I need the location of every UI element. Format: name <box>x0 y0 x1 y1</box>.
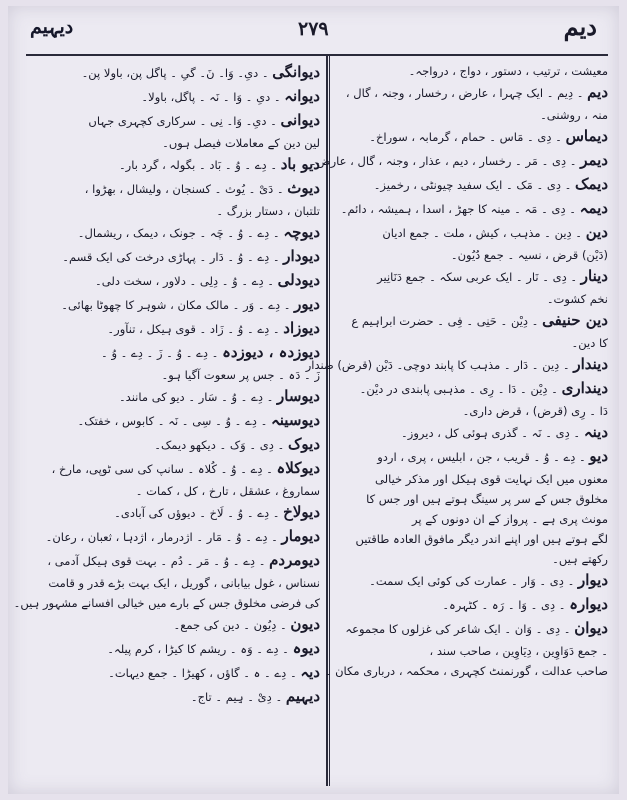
left-guide-word: دیہیم <box>30 16 74 38</box>
entry-line <box>28 244 320 268</box>
entry-line <box>336 80 608 104</box>
entry-line <box>28 220 320 244</box>
definition: مخلوق جس کے سر پر سینگ ہوتے ہیں اور جس کا <box>366 492 608 506</box>
entry-line <box>28 108 320 132</box>
definition: ۔ دِے ۔ وُ ۔ دَار ۔ پہاڑی درخت کی ایک قسم۔ <box>62 250 280 264</box>
definition: کی فرضی مخلوق جس کے بارے میں خیالی افسانے مشہور ہیں۔ <box>13 596 320 610</box>
headword: دیوک <box>287 435 320 453</box>
entry-line <box>28 292 320 316</box>
entry-line <box>28 176 320 200</box>
headword: دیوسار <box>277 387 320 405</box>
left-column <box>13 60 320 708</box>
entry-line <box>336 220 608 244</box>
headword: دیہیم <box>285 687 320 705</box>
headword: دیور <box>294 295 320 313</box>
entry-line <box>28 84 320 108</box>
headword: دیوچہ <box>283 223 320 241</box>
definition: ۔ دیِ۔ وَا۔ نَ۔ گیِ ۔ پاگل پن، باولا پن۔ <box>81 66 269 80</box>
definition: ۔ دِے ۔ وُ ۔ زَاد ۔ قوی ہیکل ، تنآور۔ <box>107 322 280 336</box>
entry-line <box>336 60 608 80</box>
entry-line <box>28 152 320 176</box>
headword: دیوزاد <box>283 319 320 337</box>
definition: ۔ دِے ۔ وُ ۔ دِلِی ۔ دلاور ، سخت دلی۔ <box>95 274 274 288</box>
definition: ۔ دِیْ ۔ ہِیم ۔ تاج۔ <box>190 690 283 704</box>
page-header <box>8 6 619 54</box>
entry-line <box>28 500 320 524</box>
definition: ۔ دِے ۔ وُ ۔ قریب ، جن ، ابلیس ، پری ، اردو <box>377 450 586 464</box>
headword: دیوزدہ ، دیوزدہ <box>222 343 320 361</box>
definition: رکھتے ہیں۔ <box>552 552 608 566</box>
definition: کا دین۔ <box>571 336 608 350</box>
definition: ۔ دِی ۔ نَار ۔ ایک عربی سکہ ۔ جمع دَنَانِیر <box>377 270 578 284</box>
entry-line <box>28 340 320 364</box>
definition: ۔ دِے ۔ وُ ۔ سَار ۔ دیو کی مانند۔ <box>118 390 274 404</box>
entry-line <box>324 660 608 680</box>
definition: ۔ دِیْن ۔ دَا ۔ رِی ۔ مذہبی پابندی در دیْن۔ <box>359 382 558 396</box>
definition: لین دین کے معاملات فیصل ہوں۔ <box>162 136 320 150</box>
headword: دیوسینہ <box>270 411 320 429</box>
entry-line <box>28 456 320 480</box>
definition: ۔ دِے ۔ وُ ۔ چَہ ۔ جونک ، دیمک ، ریشمال۔ <box>77 226 280 240</box>
definition: ۔ دِیُون ۔ دین کی جمع۔ <box>173 618 287 632</box>
headword: دیوان <box>574 619 608 637</box>
definition: ۔ دِے ۔ وُ ۔ لَاخ ۔ دیوؤں کی آبادی۔ <box>114 506 280 520</box>
definition: ۔ دِیْن ۔ حَنِی ۔ فِی ۔ حضرت ابراہیم ع <box>351 314 539 328</box>
definition: ۔ جمع دَوَاوِین ، دِیَاوِین ، صاحب سند ، <box>429 644 608 658</box>
definition: ۔ دِے ۔ ہ ۔ گاؤں ، کھیڑا ۔ جمع دیہات۔ <box>108 666 297 680</box>
definition: ۔ دِی ۔ مَر ۔ رخسار ، دیم ، عذار ، وجنہ ، گال ، عارض۔ <box>309 154 577 168</box>
headword: دیولاخ <box>283 503 320 521</box>
entry-line <box>336 104 608 124</box>
headword: دیہ <box>300 663 320 681</box>
entry-line <box>305 352 608 376</box>
entry-line <box>28 60 320 84</box>
entry-line <box>28 432 320 456</box>
entry-line <box>336 568 608 592</box>
dictionary-page <box>8 6 619 794</box>
definition: سماروغ ، عشقل ، تارخ ، کل ، کمات ۔ <box>135 484 320 498</box>
definition: ۔ دِی ۔ مَہ ۔ مینہ کا جھڑ ، اسدا ، ہمیشہ ، دائم۔ <box>340 202 577 216</box>
headword: دیوانہ <box>284 87 320 105</box>
entry-line <box>336 124 608 148</box>
definition: لگے ہوتے ہیں اور اپنے اندر دیگر مافوق العادہ طاقتیں <box>355 532 608 546</box>
definition: نسناس ، غول بیابانی ، گوریل ، ایک بہت بڑے قدر و قامت <box>48 576 320 590</box>
definition: ۔ دِین ۔ دَار ۔ مذہب کا پابند دوچی۔ دَیْن (قرض) ضندار <box>305 358 570 372</box>
definition: ۔ دِے ۔ وَہ ۔ ریشم کا کیڑا ، کرم پیلہ۔ <box>107 642 289 656</box>
headword: دیمہ <box>579 199 608 217</box>
headword: دینداری <box>561 379 608 397</box>
headword: دین حنیفی <box>542 311 608 329</box>
entry-line <box>28 408 320 432</box>
headword: دیومردم <box>269 551 320 569</box>
entry-line <box>28 612 320 636</box>
headword: دیومار <box>281 527 320 545</box>
headword: دیوکلاہ <box>276 459 320 477</box>
definition: ۔ دِی ۔ مَاس ۔ حمام ، گرمابہ ، سوراخ۔ <box>369 130 562 144</box>
definition: ۔ دِے ۔ وُ ۔ بَاد ۔ بگولہ ، گرد بار۔ <box>118 158 278 172</box>
definition: دَا ۔ رِی (قرض) ، قرض داری۔ <box>462 404 608 418</box>
definition: ۔ دِین ۔ مذہب ، کیش ، ملت ۔ جمع ادیان <box>382 226 583 240</box>
definition: ۔ دِی ۔ نَہ ۔ گذری ہوئی کل ، دیروز۔ <box>401 426 581 440</box>
entry-line <box>336 420 608 444</box>
definition: زَ ۔ دَہ ۔ جس پر سعوت آگیا ہو۔ <box>161 368 320 382</box>
entry-line <box>336 264 608 288</box>
entry-line <box>336 172 608 196</box>
headword: دیم <box>587 83 608 101</box>
definition: مونث پری ہے ۔ پرواز کے ان دونوں کے پر <box>412 512 608 526</box>
entry-line <box>336 196 608 220</box>
definition: معنوں میں ایک نہایت قوی ہیکل اور مذکر خیالی <box>374 472 608 486</box>
definition: معیشت ، ترتیب ، دستور ، دواج ، درواجہ۔ <box>408 64 608 78</box>
definition: ۔ دِی ۔ وَا ۔ رَہ ۔ کٹہرہ۔ <box>442 598 566 612</box>
entry-line <box>28 636 320 660</box>
headword: دینہ <box>583 423 608 441</box>
headword: دیون <box>290 615 320 633</box>
headword: دیودلی <box>277 271 320 289</box>
definition: صاحب عدالت ، گورنمنٹ کچہری ، محکمہ ، درباری مکان ۔ <box>324 664 608 678</box>
entry-line <box>28 200 320 220</box>
definition: منہ ، روشنی۔ <box>540 108 608 122</box>
definition: ۔ دَیْ ۔ یُوث ۔ کسنجان ، ولیشال ، بھڑوا ، <box>84 182 284 196</box>
entry-line <box>336 376 608 400</box>
entry-line <box>336 616 608 640</box>
headword: دیماس <box>565 127 608 145</box>
headword: دیو <box>589 447 608 465</box>
entry-line <box>28 480 320 500</box>
headword: دین <box>585 223 608 241</box>
entry-line <box>336 640 608 660</box>
entry-line <box>13 592 320 612</box>
entry-line <box>28 268 320 292</box>
definition: ۔ دِی ۔ وَار ۔ عمارت کی کوئی ایک سمت۔ <box>369 574 575 588</box>
right-guide-word: دیم <box>563 12 597 41</box>
definition: ۔ دیِ۔ وَا۔ نِی ۔ سرکاری کچہری جہاں <box>88 114 277 128</box>
entry-line <box>336 468 608 488</box>
header-rule <box>26 54 608 56</box>
definition: ۔ دِے ۔ وَر ۔ مالک مکان ، شوہر کا چھوٹا بھائی۔ <box>61 298 291 312</box>
definition: ۔ دِی ۔ وَان ۔ ایک شاعر کی غزلوں کا مجموعہ <box>345 622 571 636</box>
headword: دینار <box>580 267 608 285</box>
definition: نخم کشوت۔ <box>546 292 608 306</box>
entry-line <box>28 384 320 408</box>
definition: (دَیْن) قرض ، نسیہ ۔ جمع دُیُون۔ <box>450 248 608 262</box>
entry-line <box>28 548 320 572</box>
headword: دیوانی <box>280 111 320 129</box>
entry-line <box>309 148 608 172</box>
headword: دیو باد <box>280 155 320 173</box>
page-number: ۲۷۹ <box>298 18 329 40</box>
headword: دیودار <box>283 247 320 265</box>
headword: دیوارہ <box>569 595 608 613</box>
entry-line <box>336 400 608 420</box>
definition: ۔ دِی ۔ وَک ۔ دیکھو دیمک۔ <box>154 438 285 452</box>
entry-line <box>336 508 608 528</box>
entry-line <box>336 444 608 468</box>
entry-line <box>336 528 608 548</box>
entry-line <box>336 592 608 616</box>
headword: دیوار <box>577 571 608 589</box>
entry-line <box>28 364 320 384</box>
headword: دیوہ <box>292 639 320 657</box>
entry-line <box>28 684 320 708</box>
definition: ۔ دِے ۔ وُ ۔ زَ ۔ دِے ۔ وُ ۔ <box>101 346 219 360</box>
definition: ۔ دِے ۔ وُ ۔ مَر ۔ دُم ۔ بہت قوی ہیکل آدمی ، <box>47 554 266 568</box>
definition: ۔ دیِ ۔ وَا ۔ نَہ ۔ پاگل، باولا۔ <box>141 90 281 104</box>
entry-line <box>28 660 320 684</box>
headword: دیمر <box>580 151 608 169</box>
definition: ۔ دِے ۔ وُ ۔ مَار ۔ اژدرمار ، اژدہا ، ثعبان ، رعان۔ <box>45 530 278 544</box>
definition: تلتبان ، دستار بزرگ ۔ <box>216 204 320 218</box>
entry-line <box>336 308 608 332</box>
headword: دیوث <box>287 179 320 197</box>
entry-line <box>28 572 320 592</box>
entry-line <box>336 244 608 264</box>
definition: ۔ دِی ۔ مَک ۔ ایک سفید چیونٹی ، رخمیز۔ <box>373 178 572 192</box>
definition: ۔ دِیم ۔ ایک چہرا ، عارض ، رخسار ، وجنہ ، گال ، <box>345 86 584 100</box>
entry-line <box>336 488 608 508</box>
definition: ۔ دِے ۔ وُ ۔ کُلاہ ۔ سانپ کی سی ٹوپی، مارخ ، <box>51 462 273 476</box>
entry-line <box>28 524 320 548</box>
headword: دیوانگی <box>272 63 320 81</box>
entry-line <box>28 132 320 152</box>
entry-line <box>336 288 608 308</box>
entry-line <box>28 316 320 340</box>
entry-line <box>336 332 608 352</box>
headword: دیندار <box>573 355 608 373</box>
headword: دیمک <box>575 175 608 193</box>
entry-line <box>336 548 608 568</box>
definition: ۔ دِے ۔ وُ ۔ سِی ۔ نَہ ۔ کابوس ، خفتک۔ <box>77 414 268 428</box>
